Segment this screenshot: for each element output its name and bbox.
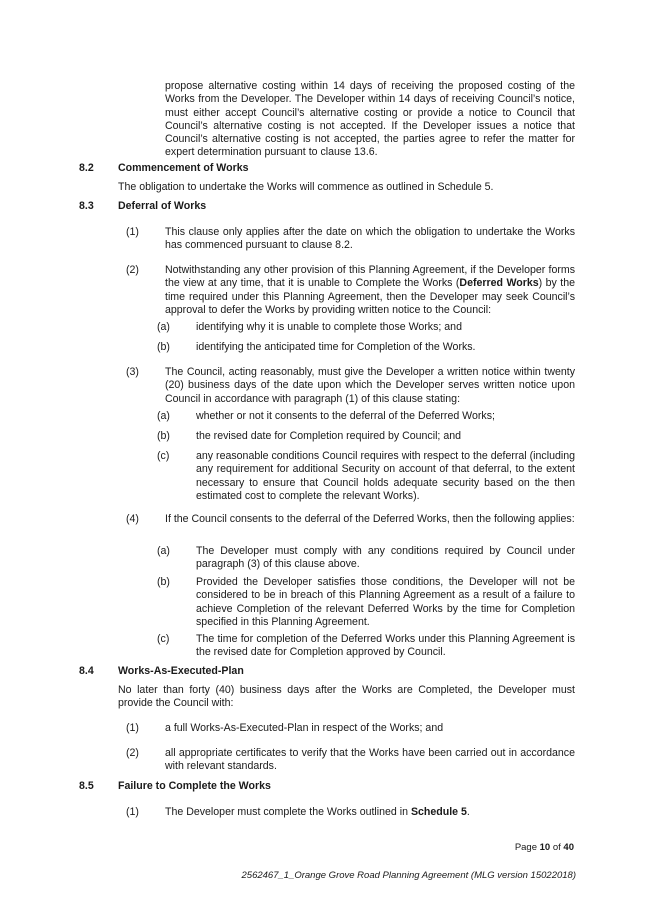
clause-8-5-1-text: The Developer must complete the Works outlined in Schedule 5.: [165, 806, 470, 818]
clause-8-3-3-b-text: the revised date for Completion required by Council; and: [196, 430, 461, 442]
section-8-5-heading: Failure to Complete the Works: [118, 780, 271, 792]
intro-paragraph: propose alternative costing within 14 days of receiving the proposed costing of the Works from the Developer. The Developer within 14 days of receiving Council’s notice, must either accept Council’s alternative costing or provide a notice to Council that Council’s alternative costing is not accepted. If the Developer issues a notice that Council’s alternative costing is not accepted, the parties agree to refer the matter for expert determination pursuant to clause 13.6.: [165, 80, 575, 159]
clause-8-3-2-text: Notwithstanding any other provision of this Planning Agreement, if the Developer forms the view at any time, that it is unable to Complete the Works (Deferred Works) by the time required under this Planning Agreement, then the Developer may seek Council’s approval to defer the Works by providing written notice to the Council:: [165, 264, 575, 316]
section-8-2-heading: Commencement of Works: [118, 162, 249, 174]
clause-8-4-1-number: (1): [126, 722, 139, 734]
clause-8-3-3-b-number: (b): [157, 430, 170, 442]
section-8-3-heading: Deferral of Works: [118, 200, 207, 212]
clause-8-3-1-number: (1): [126, 226, 139, 238]
schedule-5-reference: Schedule 5: [410, 806, 467, 818]
section-8-3-number: 8.3: [79, 200, 94, 212]
clause-8-3-3-c-text: any reasonable conditions Council requires with respect to the deferral (including any requirement for additional Security on account of that deferral, to the extent necessary to ensure that Council holds adequate security based on the then estimated cost to complete the relevant Works).: [196, 450, 575, 502]
section-8-5-number: 8.5: [79, 780, 94, 792]
section-8-2-number: 8.2: [79, 162, 94, 174]
clause-8-3-3-a-text: whether or not it consents to the deferral of the Deferred Works;: [196, 410, 495, 422]
clause-8-3-4-b-number: (b): [157, 576, 170, 588]
clause-8-3-4-a-number: (a): [157, 545, 170, 557]
clause-8-4-1-text: a full Works-As-Executed-Plan in respect of the Works; and: [165, 722, 444, 734]
clause-8-3-2-a-text: identifying why it is unable to complete those Works; and: [196, 321, 462, 333]
section-8-4-number: 8.4: [79, 665, 94, 677]
document-reference: 2562467_1_Orange Grove Road Planning Agreement (MLG version 15022018): [241, 870, 576, 881]
clause-8-3-4-b-text: Provided the Developer satisfies those conditions, the Developer will not be considered to be in breach of this Planning Agreement as a result of a failure to achieve Completion of the relevant Deferred Works by the time for Completion specified in this Planning Agreement.: [196, 576, 575, 628]
clause-8-5-1-number: (1): [126, 806, 139, 818]
clause-8-3-4-c-text: The time for completion of the Deferred Works under this Planning Agreement is the revised date for Completion approved by Council.: [196, 633, 575, 659]
clause-8-3-3-text: The Council, acting reasonably, must give the Developer a written notice within twenty (20) business days of the date upon which the Developer serves written notice upon Council in accordance with paragraph (1) of this clause stating:: [165, 366, 575, 405]
clause-8-3-3-a-number: (a): [157, 410, 170, 422]
section-8-4-body: No later than forty (40) business days after the Works are Completed, the Developer must provide the Council with:: [118, 684, 575, 710]
clause-8-3-3-c-number: (c): [157, 450, 170, 462]
clause-8-3-2-a-number: (a): [157, 321, 170, 333]
section-8-2-body: The obligation to undertake the Works will commence as outlined in Schedule 5.: [118, 181, 494, 193]
clause-8-3-4-a-text: The Developer must comply with any conditions required by Council under paragraph (3) of this clause above.: [196, 545, 575, 571]
clause-8-3-4-number: (4): [126, 513, 139, 525]
defined-term-deferred-works: Deferred Works: [459, 277, 539, 290]
clause-8-3-2-b-number: (b): [157, 341, 170, 353]
clause-8-3-2-b-text: identifying the anticipated time for Completion of the Works.: [196, 341, 476, 353]
clause-8-4-2-text: all appropriate certificates to verify that the Works have been carried out in accordance with relevant standards.: [165, 747, 575, 773]
page-number: Page 10 of 40: [514, 842, 574, 853]
clause-8-4-2-number: (2): [126, 747, 139, 759]
clause-8-3-4-c-number: (c): [157, 633, 170, 645]
clause-8-3-2-number: (2): [126, 264, 139, 276]
clause-8-3-4-text: If the Council consents to the deferral of the Deferred Works, then the following applies:: [165, 513, 575, 525]
clause-8-3-3-number: (3): [126, 366, 139, 378]
clause-8-3-1-text: This clause only applies after the date on which the obligation to undertake the Works has commenced pursuant to clause 8.2.: [165, 226, 575, 252]
section-8-4-heading: Works-As-Executed-Plan: [118, 665, 244, 677]
